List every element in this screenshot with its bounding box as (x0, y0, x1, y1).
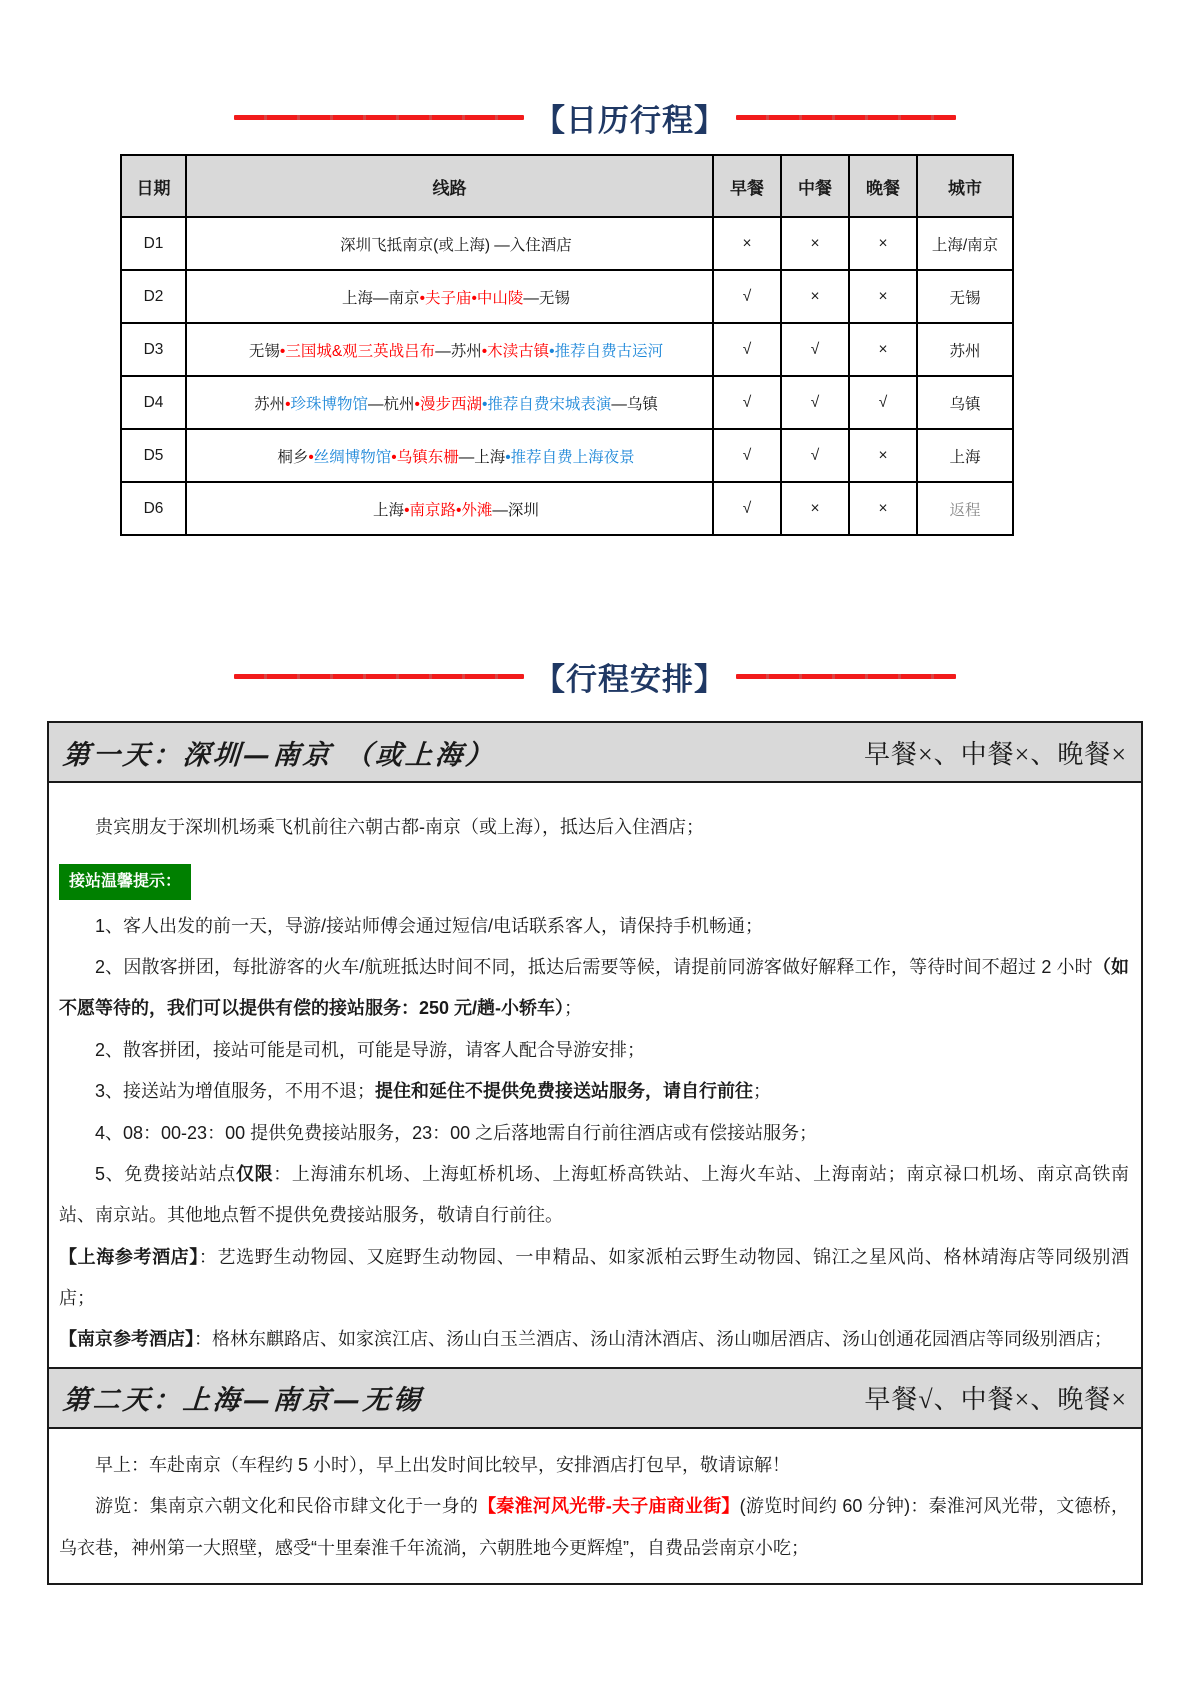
dinner-cell: × (849, 217, 917, 270)
day1-meal-status: 早餐×、中餐×、晚餐× (864, 739, 1127, 769)
lunch-cell: √ (781, 376, 849, 429)
breakfast-cell: × (713, 217, 781, 270)
route-cell: 桐乡•丝绸博物馆•乌镇东栅—上海•推荐自费上海夜景 (186, 429, 713, 482)
route-cell: 苏州•珍珠博物馆—杭州•漫步西湖•推荐自费宋城表演—乌镇 (186, 376, 713, 429)
route-cell: 上海—南京•夫子庙•中山陵—无锡 (186, 270, 713, 323)
breakfast-cell: √ (713, 323, 781, 376)
day1-intro-paragraph: 贵宾朋友于深圳机场乘飞机前往六朝古都-南京（或上海），抵达后入住酒店； (95, 817, 704, 837)
itinerary-section-title (0, 654, 1190, 699)
tip-item: 3、接送站为增值服务，不用不退；提住和延住不提供免费接送站服务，请自行前往； (95, 1081, 772, 1102)
city-cell: 返程 (917, 482, 1013, 535)
tip-item: 5、免费接站站点仅限：上海浦东机场、上海虹桥机场、上海虹桥高铁站、上海火车站、上海南站；南京禄口机场、南京高铁南站、南京站。其他地点暂不提供免费接站服务，敬请自行前往。 (59, 1163, 1130, 1226)
table-row (121, 270, 1013, 323)
day2-header (49, 1367, 1141, 1429)
nanjing-hotels-paragraph: 【南京参考酒店】：格林东麒路店、如家滨江店、汤山白玉兰酒店、汤山清沐酒店、汤山咖居酒店、汤山创通花园酒店等同级别酒店； (59, 1329, 1112, 1350)
day2-body (49, 1429, 1141, 1583)
title-dash-left (234, 674, 524, 679)
tip-item: 2、散客拼团，接站可能是司机，可能是导游，请客人配合导游安排； (95, 1039, 646, 1060)
city-cell: 上海/南京 (917, 217, 1013, 270)
tip-item: 4、08：00-23：00 提供免费接站服务，23：00 之后落地需自行前往酒店或有偿接站服务； (95, 1122, 818, 1143)
table-row (121, 429, 1013, 482)
table-row (121, 323, 1013, 376)
col-header-lunch: 中餐 (781, 155, 849, 217)
city-cell: 上海 (917, 429, 1013, 482)
shanghai-hotels-paragraph: 【上海参考酒店】：艺选野生动物园、又庭野生动物园、一申精品、如家派柏云野生动物园、锦江之星风尚、格林靖海店等同级别酒店； (59, 1246, 1130, 1309)
day-cell: D2 (121, 270, 186, 323)
day2-paragraph: 游览：集南京六朝文化和民俗市肆文化于一身的【秦淮河风光带-夫子庙商业街】(游览时间约 60 分钟)：秦淮河风光带，文德桥，乌衣巷，神州第一大照壁，感受“十里秦淮千年流淌，六朝胜地今更辉煌”，自费品尝南京小吃； (59, 1496, 1129, 1558)
itinerary-title-text: 【行程安排】 (534, 662, 726, 697)
table-row (121, 217, 1013, 270)
city-cell: 无锡 (917, 270, 1013, 323)
lunch-cell: × (781, 270, 849, 323)
itinerary-box (47, 721, 1143, 1585)
table-header-row (121, 155, 1013, 217)
day1-header (49, 723, 1141, 783)
dinner-cell: × (849, 323, 917, 376)
dinner-cell: √ (849, 376, 917, 429)
col-header-city: 城市 (917, 155, 1013, 217)
day-cell: D1 (121, 217, 186, 270)
calendar-title-text: 【日历行程】 (534, 103, 726, 138)
route-cell: 深圳飞抵南京(或上海) —入住酒店 (186, 217, 713, 270)
dinner-cell: × (849, 429, 917, 482)
pickup-tips-badge: 接站温馨提示： (59, 864, 191, 899)
col-header-date: 日期 (121, 155, 186, 217)
lunch-cell: × (781, 217, 849, 270)
table-row (121, 482, 1013, 535)
route-cell: 无锡•三国城&观三英战吕布—苏州•木渎古镇•推荐自费古运河 (186, 323, 713, 376)
lunch-cell: √ (781, 323, 849, 376)
title-dash-right (736, 115, 956, 120)
title-dash-left (234, 115, 524, 120)
day2-paragraph: 早上：车赴南京（车程约 5 小时），早上出发时间比较早，安排酒店打包早，敬请谅解！ (95, 1454, 791, 1475)
breakfast-cell: √ (713, 482, 781, 535)
lunch-cell: √ (781, 429, 849, 482)
title-dash-right (736, 674, 956, 679)
col-header-route: 线路 (186, 155, 713, 217)
day-cell: D6 (121, 482, 186, 535)
day-cell: D5 (121, 429, 186, 482)
day2-meal-status: 早餐√、中餐×、晚餐× (864, 1385, 1127, 1415)
calendar-table (120, 154, 1014, 536)
day-cell: D3 (121, 323, 186, 376)
dinner-cell: × (849, 482, 917, 535)
tip-item: 1、客人出发的前一天，导游/接站师傅会通过短信/电话联系客人，请保持手机畅通； (95, 915, 764, 936)
day-cell: D4 (121, 376, 186, 429)
table-row (121, 376, 1013, 429)
breakfast-cell: √ (713, 429, 781, 482)
route-cell: 上海•南京路•外滩—深圳 (186, 482, 713, 535)
tip-item: 2、因散客拼团，每批游客的火车/航班抵达时间不同，抵达后需要等候，请提前同游客做好解释工作，等待时间不超过 2 小时（如不愿等待的，我们可以提供有偿的接站服务：250 元/趟-小轿车）； (59, 956, 1129, 1019)
col-header-dinner: 晚餐 (849, 155, 917, 217)
dinner-cell: × (849, 270, 917, 323)
city-cell: 苏州 (917, 323, 1013, 376)
day1-body (49, 783, 1141, 1367)
breakfast-cell: √ (713, 270, 781, 323)
city-cell: 乌镇 (917, 376, 1013, 429)
calendar-section-title (0, 0, 1190, 140)
lunch-cell: × (781, 482, 849, 535)
day2-heading: 第二天：上海—南京—无锡 (61, 1385, 424, 1417)
day1-heading: 第一天：深圳—南京 （或上海） (61, 739, 497, 771)
breakfast-cell: √ (713, 376, 781, 429)
col-header-breakfast: 早餐 (713, 155, 781, 217)
